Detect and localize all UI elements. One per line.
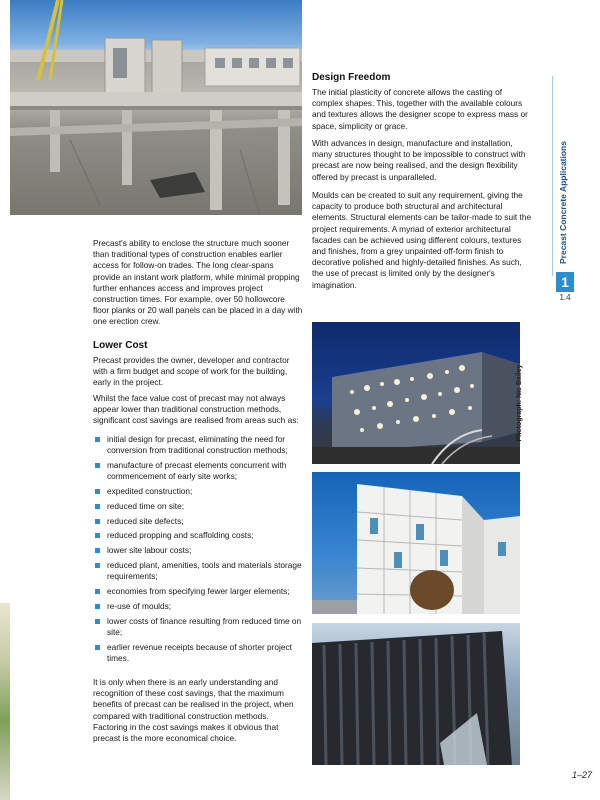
list-item: reduced propping and scaffolding costs; (93, 530, 303, 541)
list-item: initial design for precast, eliminating the need for conversion from traditional construction methods; (93, 434, 303, 456)
construction-site-illustration (10, 0, 302, 215)
dark-fluted-building-photo (312, 623, 520, 765)
photo-credit: Photograph: Nic Bailey (516, 364, 523, 442)
lower-cost-paragraph-1: Precast provides the owner, developer and contractor with a firm budget and scope of work for the building, early in the project. (93, 355, 290, 388)
list-item: reduced time on site; (93, 501, 303, 512)
list-item: reduced plant, amenities, tools and materials storage requirements; (93, 560, 303, 582)
list-item: expedited construction; (93, 486, 303, 497)
list-item: lower costs of finance resulting from reduced time on site; (93, 616, 303, 638)
bullet-square-icon (95, 589, 100, 594)
closing-paragraph: It is only when there is an early understanding and recognition of these cost savings, that the maximum benefits of precast can be realised in the project, when compared with traditional construction methods. Factoring in the cost savings makes it obvious that precast is the more economical choice. (93, 677, 294, 744)
bullet-square-icon (95, 604, 100, 609)
bullet-square-icon (95, 645, 100, 650)
list-item: earlier revenue receipts because of shorter project times. (93, 642, 303, 664)
design-freedom-paragraph-1: The initial plasticity of concrete allows the casting of complex shapes. This, together with the available colours and textures allows the designer scope to express mass or space, simplicity or grace. (312, 87, 528, 131)
lower-cost-paragraph-2: Whilst the face value cost of precast may not always appear lower than traditional construction methods, significant cost savings are realised from areas such as: (93, 393, 299, 426)
adjacent-photo-strip (0, 603, 10, 800)
list-item: re-use of moulds; (93, 601, 303, 612)
photo-credit-wrap (512, 345, 532, 465)
chapter-number-badge: 1 (556, 272, 574, 292)
perforated-facade-illustration (312, 322, 520, 464)
bullet-square-icon (95, 619, 100, 624)
bullet-square-icon (95, 519, 100, 524)
page-number: 1–27 (571, 770, 592, 780)
bullet-square-icon (95, 504, 100, 509)
section-number: 1.4 (559, 293, 571, 302)
sidebar-divider (552, 76, 553, 276)
white-panel-building-photo (312, 472, 520, 614)
bullet-square-icon (95, 548, 100, 553)
white-panel-building-illustration (312, 472, 520, 614)
bullet-square-icon (95, 463, 100, 468)
perforated-facade-photo (312, 322, 520, 464)
construction-site-photo (10, 0, 302, 215)
bullet-square-icon (95, 437, 100, 442)
lower-cost-heading: Lower Cost (93, 340, 148, 351)
list-item: lower site labour costs; (93, 545, 303, 556)
list-item: economies from specifying fewer larger elements; (93, 586, 303, 597)
design-freedom-paragraph-2: With advances in design, manufacture and installation, many structures thought to be impossible to construct with precast are now being realised, and the design flexibility offered by precast is unparalleled. (312, 138, 526, 182)
design-freedom-heading: Design Freedom (312, 72, 391, 83)
bullet-square-icon (95, 533, 100, 538)
sidebar-title-wrap (555, 141, 573, 265)
bullet-square-icon (95, 563, 100, 568)
dark-fluted-building-illustration (312, 623, 520, 765)
list-item: reduced site defects; (93, 516, 303, 527)
design-freedom-paragraph-3: Moulds can be created to suit any requirement, giving the capacity to produce both structural and architectural elements. Structural elements can be tailor-made to suit the project requirements. A myriad of exterior architectural facades can be achieved using different colours, textures and finishes, from a grey unpainted off-form finish to decorative polished and highly-detailed finishes. As such, the use of precast is limited only by the designer's imagination. (312, 190, 532, 290)
sidebar-section-title: Precast Concrete Applications (558, 141, 568, 264)
list-item: manufacture of precast elements concurrent with commencement of early site works; (93, 460, 303, 482)
bullet-square-icon (95, 489, 100, 494)
cost-savings-list (93, 434, 303, 668)
intro-paragraph: Precast's ability to enclose the structure much sooner than traditional types of construction enables earlier access for follow-on trades. The long clear-spans provide an instant work platform, while minimal propping further enhances access and improves project construction times. For example, over 50 hollowcore floor planks or 20 wall panels can be placed in a day with one erection crew. (93, 238, 303, 327)
